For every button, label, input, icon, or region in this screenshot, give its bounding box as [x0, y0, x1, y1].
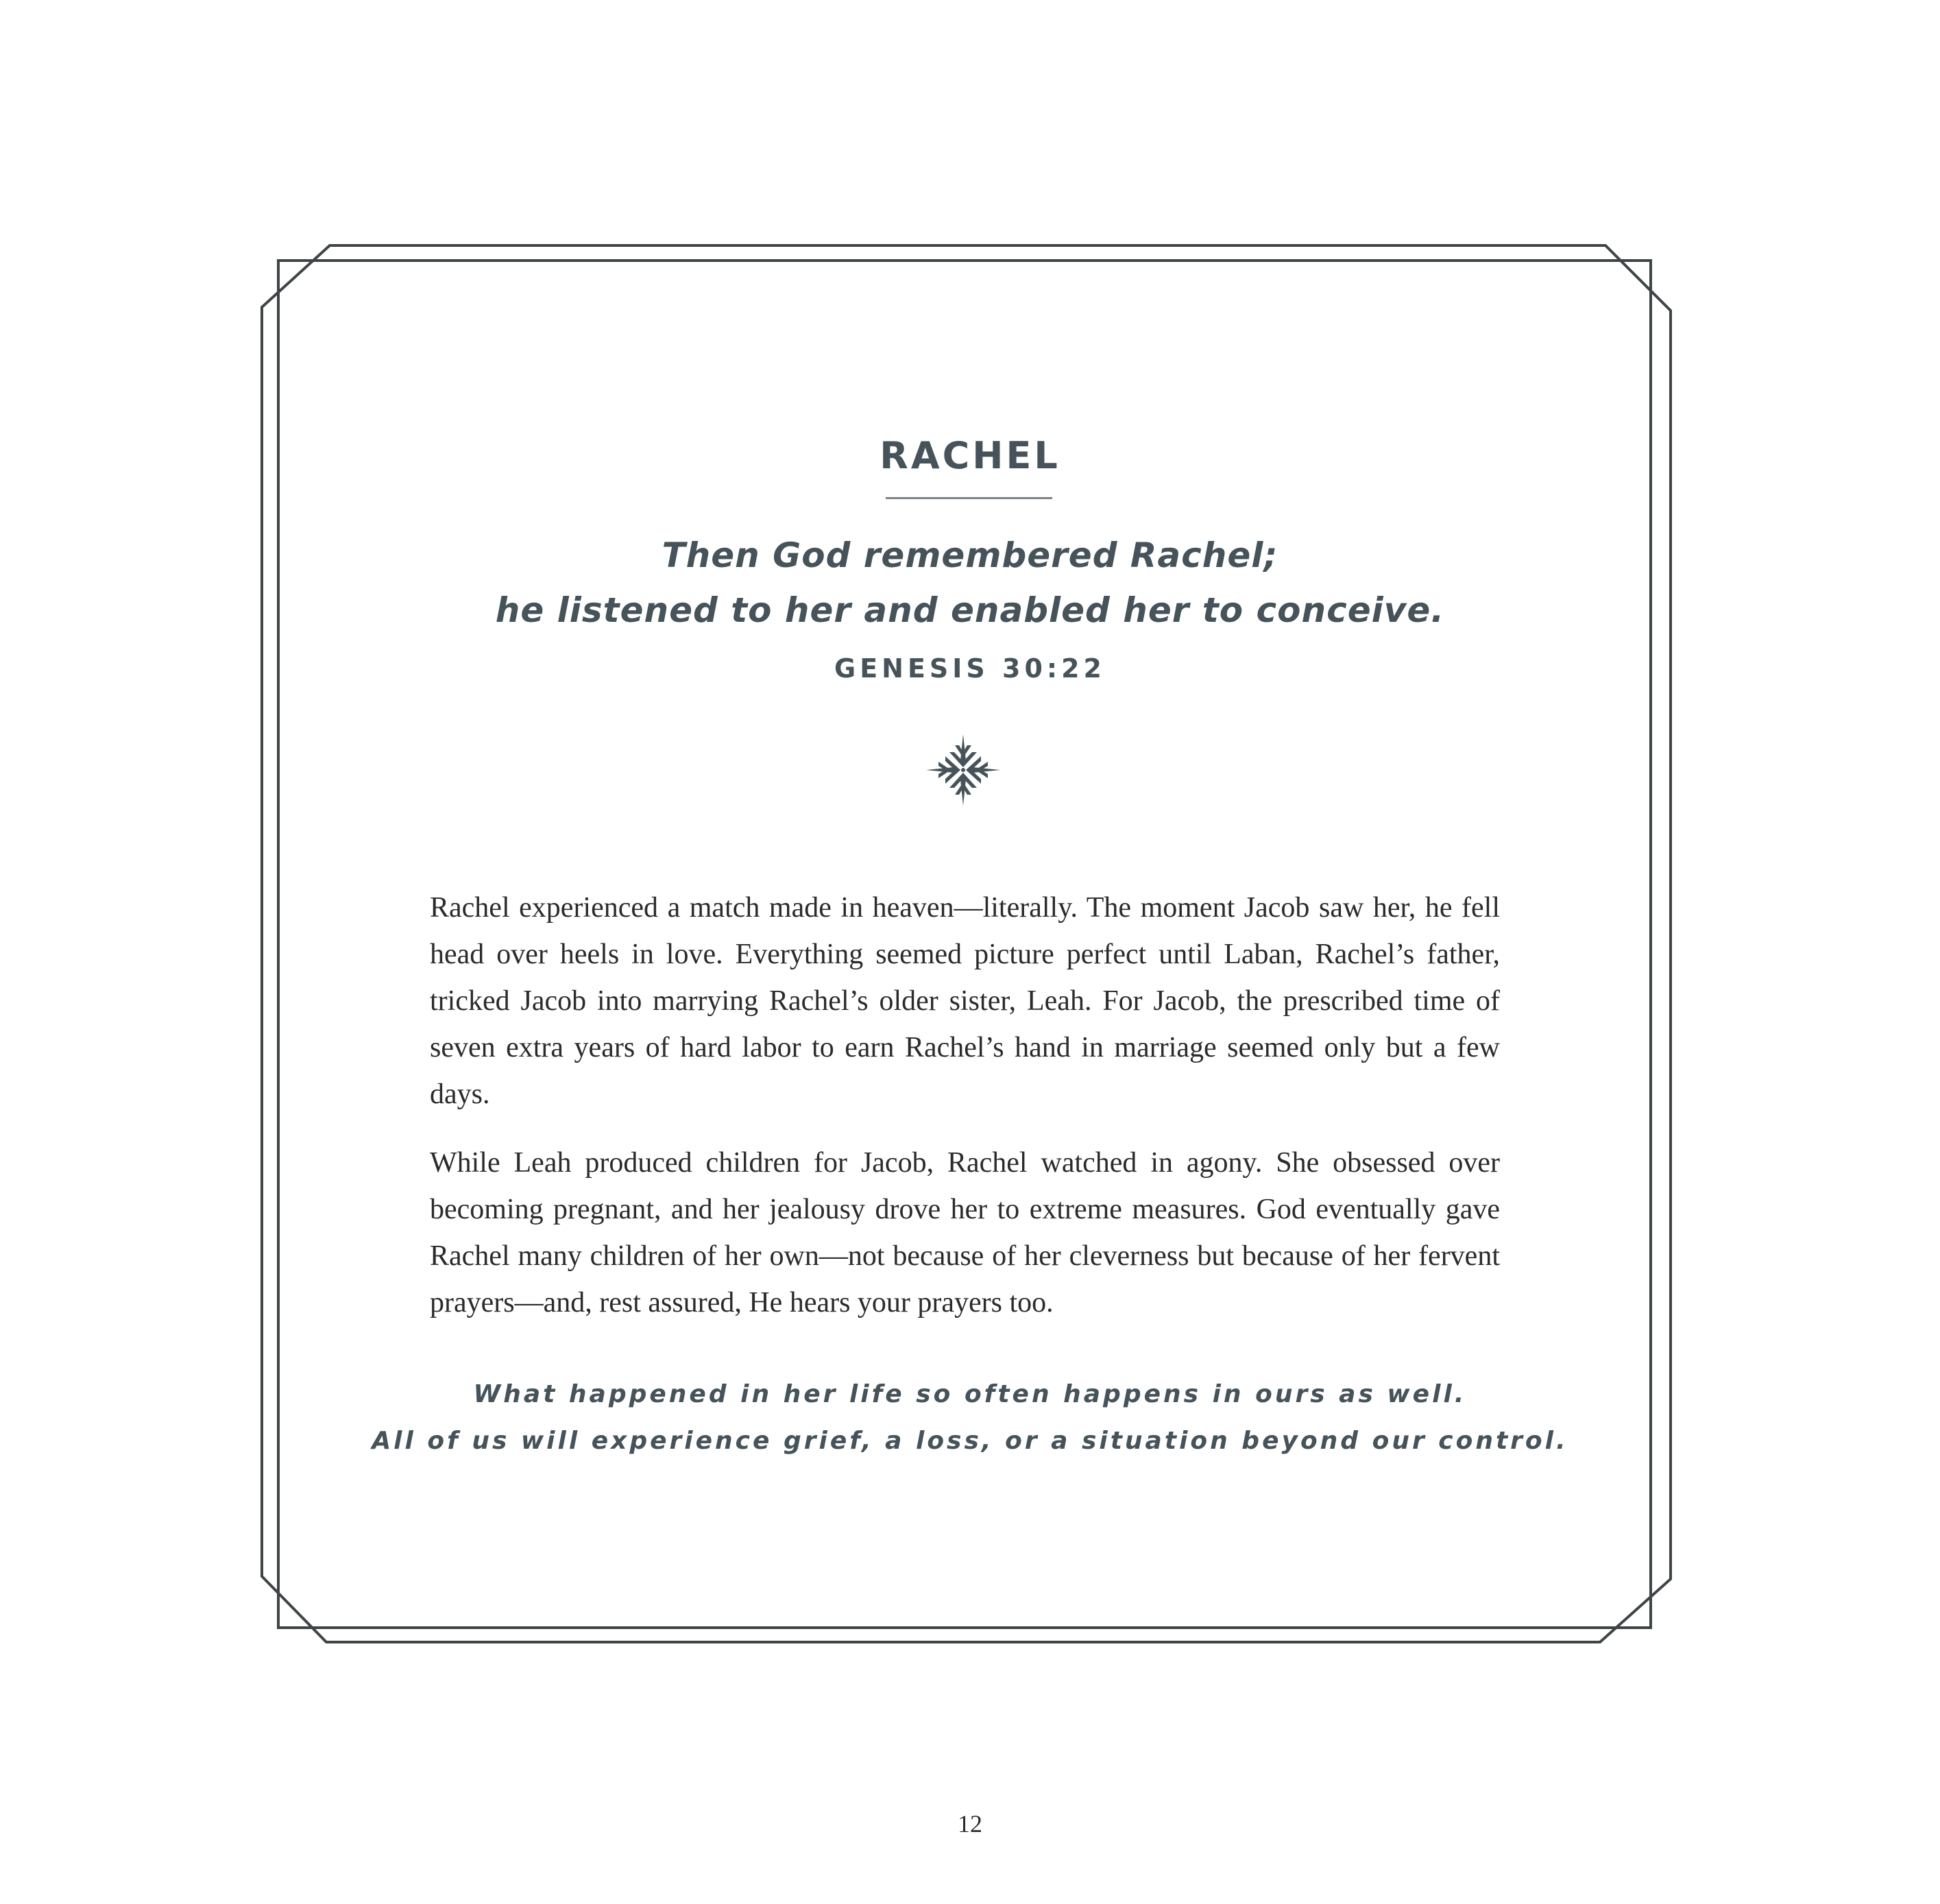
closing-line: What happened in her life so often happens in ours as well. — [473, 1380, 1467, 1408]
closing-callout — [0, 1371, 1940, 1465]
quote-line: he listened to her and enabled her to conceive. — [495, 590, 1445, 630]
body-paragraph: While Leah produced children for Jacob, Rachel watched in agony. She obsessed over becoming pregnant, and her jealousy drove her to extreme measures. God eventually gave Rachel many children of her own—not because of her cleverness but because of her fervent prayers—and, rest assured, He hears your prayers too. — [430, 1147, 1500, 1318]
closing-line: All of us will experience grief, a loss, or a situation beyond our control. — [372, 1427, 1568, 1455]
compass-star-ornament-icon — [925, 733, 1001, 807]
page-number: 12 — [958, 1810, 982, 1837]
page-title: RACHEL — [880, 434, 1060, 477]
body-paragraph: Rachel experienced a match made in heaven—literally. The moment Jacob saw her, he fell head over heels in love. Everything seemed picture perfect until Laban, Rachel’s father, tricked Jacob into marrying Rachel’s older sister, Leah. For Jacob, the prescribed time of seven extra years of hard labor to earn Rachel’s hand in marriage seemed only but a few days. — [430, 892, 1500, 1110]
scripture-reference: GENESIS 30:22 — [834, 653, 1106, 684]
quote-line: Then God remembered Rachel; — [662, 535, 1278, 575]
title-underline-divider — [886, 497, 1052, 499]
scripture-quote — [0, 528, 1940, 638]
body-text — [430, 884, 1500, 1348]
